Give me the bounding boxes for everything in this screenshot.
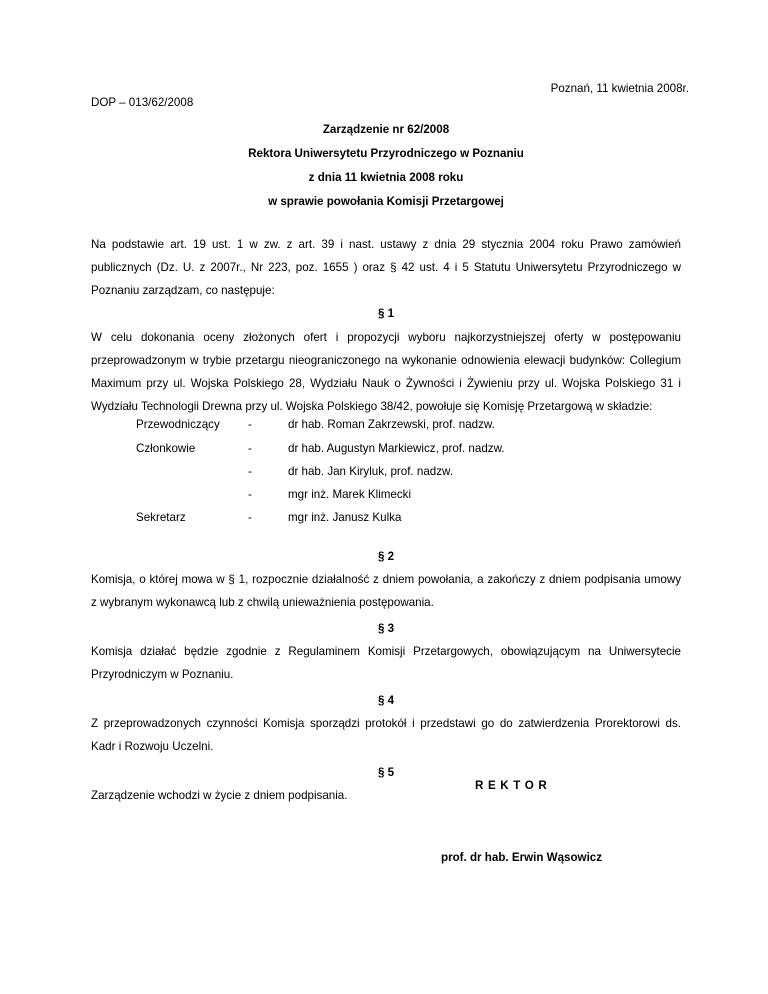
section-4-heading: § 4 bbox=[377, 694, 395, 707]
paragraph-line: Komisja działać będzie zgodnie z Regulaminem Komisji Przetargowych, obowiązującym na Uniwersytecie bbox=[91, 645, 681, 658]
preamble-line: publicznych (Dz. U. z 2007r., Nr 223, poz. 1655 ) oraz § 42 ust. 4 i 5 Statutu Uniwersytetu Przyrodniczego w bbox=[91, 261, 681, 274]
member-name: mgr inż. Janusz Kulka bbox=[288, 511, 402, 524]
paragraph-line: Z przeprowadzonych czynności Komisja sporządzi protokół i przedstawi go do zatwierdzenia Prorektorowi ds. bbox=[91, 717, 681, 730]
member-role: Członkowie bbox=[136, 442, 196, 455]
member-name: mgr inż. Marek Klimecki bbox=[288, 488, 412, 501]
committee-row bbox=[0, 442, 768, 462]
member-name: dr hab. Roman Zakrzewski, prof. nadzw. bbox=[288, 418, 495, 431]
member-dash: - bbox=[248, 418, 252, 431]
committee-row bbox=[0, 418, 768, 438]
preamble-line: Poznaniu zarządzam, co następuje: bbox=[91, 284, 275, 297]
paragraph-line: Zarządzenie wchodzi w życie z dniem podpisania. bbox=[91, 789, 348, 802]
section-2-paragraph bbox=[91, 568, 681, 614]
committee-row bbox=[0, 488, 768, 508]
section-3-heading: § 3 bbox=[377, 622, 395, 635]
paragraph-line: przeprowadzonym w trybie przetargu nieograniczonego na wykonanie odnowienia elewacji budynków: Collegium bbox=[91, 354, 681, 367]
preamble-paragraph bbox=[91, 233, 681, 302]
paragraph-line: Przyrodniczym w Poznaniu. bbox=[91, 668, 234, 681]
paragraph-line: W celu dokonania oceny złożonych ofert i propozycji wyboru najkorzystniejszej oferty w postępowaniu bbox=[91, 331, 681, 344]
member-name: dr hab. Jan Kiryluk, prof. nadzw. bbox=[288, 465, 453, 478]
section-5-paragraph bbox=[91, 784, 681, 807]
section-1-paragraph bbox=[91, 326, 681, 418]
paragraph-line: Maximum przy ul. Wojska Polskiego 28, Wydziału Nauk o Żywności i Żywieniu przy ul. Wojska Polskiego 31 i bbox=[91, 377, 681, 390]
title-line-3: z dnia 11 kwietnia 2008 roku bbox=[308, 171, 464, 184]
signature-office: REKTOR bbox=[475, 779, 552, 792]
signature-name: prof. dr hab. Erwin Wąsowicz bbox=[441, 851, 603, 864]
document-date: Poznań, 11 kwietnia 2008r. bbox=[550, 82, 689, 95]
member-name: dr hab. Augustyn Markiewicz, prof. nadzw. bbox=[288, 442, 505, 455]
member-dash: - bbox=[248, 488, 252, 501]
section-3-paragraph bbox=[91, 640, 681, 686]
member-role: Przewodniczący bbox=[136, 418, 220, 431]
committee-row bbox=[0, 511, 768, 531]
section-2-heading: § 2 bbox=[377, 550, 395, 563]
section-1-heading: § 1 bbox=[377, 307, 395, 320]
member-dash: - bbox=[248, 511, 252, 524]
section-5-heading: § 5 bbox=[377, 766, 395, 779]
member-dash: - bbox=[248, 442, 252, 455]
paragraph-line: z wybranym wykonawcą lub z chwilą unieważnienia postępowania. bbox=[91, 596, 434, 609]
paragraph-line: Kadr i Rozwoju Uczelni. bbox=[91, 740, 214, 753]
member-role: Sekretarz bbox=[136, 511, 186, 524]
title-line-2: Rektora Uniwersytetu Przyrodniczego w Poznaniu bbox=[248, 147, 524, 160]
section-4-paragraph bbox=[91, 712, 681, 758]
member-dash: - bbox=[248, 465, 252, 478]
document-reference: DOP – 013/62/2008 bbox=[91, 96, 194, 109]
preamble-line: Na podstawie art. 19 ust. 1 w zw. z art. 39 i nast. ustawy z dnia 29 stycznia 2004 roku Prawo zamówień bbox=[91, 238, 681, 251]
committee-row bbox=[0, 465, 768, 485]
paragraph-line: Komisja, o której mowa w § 1, rozpocznie działalność z dniem powołania, a zakończy z dniem podpisania umowy bbox=[91, 573, 681, 586]
title-line-4: w sprawie powołania Komisji Przetargowej bbox=[268, 195, 504, 208]
paragraph-line: Wydziału Technologii Drewna przy ul. Wojska Polskiego 38/42, powołuje się Komisję Przetargową w składzie: bbox=[91, 400, 653, 413]
title-line-1: Zarządzenie nr 62/2008 bbox=[322, 123, 450, 136]
